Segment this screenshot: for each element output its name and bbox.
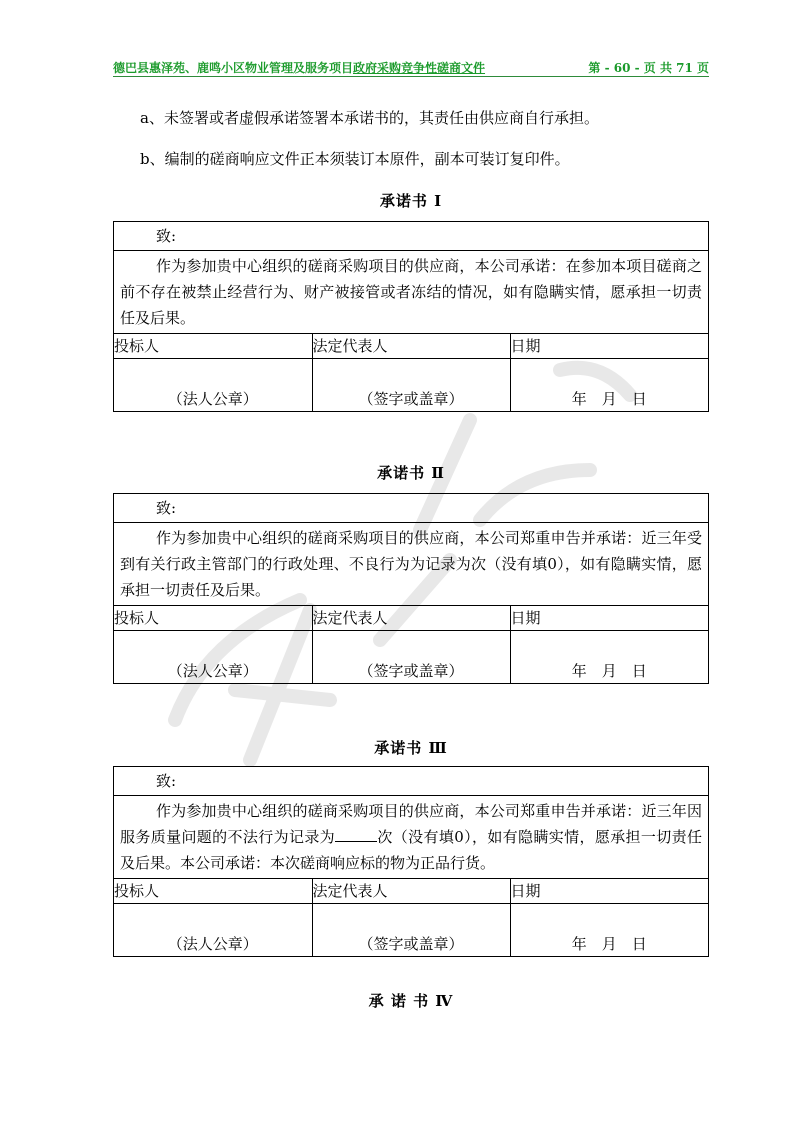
date-label: 年 月 日 xyxy=(571,390,647,408)
commitment-1-sign-table xyxy=(114,333,708,411)
commitment-1-box xyxy=(113,221,709,412)
commitment-2-title: 承诺书 Ⅱ xyxy=(377,464,445,482)
legal-rep-sign-cell[interactable] xyxy=(312,904,510,957)
sign-label: （签字或盖章） xyxy=(358,935,464,953)
header-title: 德巴县惠泽苑、鹿鸣小区物业管理及服务项目政府采购竞争性磋商文件 xyxy=(113,61,486,75)
date-cell[interactable] xyxy=(510,904,708,957)
date-cell[interactable] xyxy=(510,359,708,412)
commitment-3-to: 致: xyxy=(114,767,708,796)
commitment-3-box xyxy=(113,766,709,957)
bidder-header: 投标人 xyxy=(114,879,312,904)
commitment-1-body: 作为参加贵中心组织的磋商采购项目的供应商，本公司承诺：在参加本项目磋商之前不存在被禁止经营行为、财产被接管或者冻结的情况，如有隐瞒实情，愿承担一切责任及后果。 xyxy=(120,257,702,327)
seal-label: （法人公章） xyxy=(167,935,258,953)
commitment-2-sign-table xyxy=(114,605,708,683)
commitment-3-body: 作为参加贵中心组织的磋商采购项目的供应商，本公司郑重申告并承诺：近三年因服务质量问题的不法行为记录为 次（没有填0），如有隐瞒实情，愿承担一切责任及后果。本公司承诺：本次磋商响应标的物为正品行货。 xyxy=(120,802,702,872)
seal-label: （法人公章） xyxy=(167,662,258,680)
header-page-info: 第 - 60 - 页 共 71 页 xyxy=(588,61,709,75)
date-cell[interactable] xyxy=(510,631,708,684)
legal-rep-header: 法定代表人 xyxy=(312,879,510,904)
note-a: a、未签署或者虚假承诺签署本承诺书的，其责任由供应商自行承担。 xyxy=(140,109,599,127)
date-header: 日期 xyxy=(510,606,708,631)
bidder-header: 投标人 xyxy=(114,334,312,359)
legal-rep-sign-cell[interactable] xyxy=(312,359,510,412)
commitment-2-to: 致: xyxy=(114,494,708,523)
date-header: 日期 xyxy=(510,334,708,359)
commitment-3-sign-table xyxy=(114,878,708,956)
record-count-blank[interactable] xyxy=(335,825,377,842)
sign-label: （签字或盖章） xyxy=(358,390,464,408)
bidder-seal-cell[interactable] xyxy=(114,359,312,412)
bidder-seal-cell[interactable] xyxy=(114,904,312,957)
legal-rep-sign-cell[interactable] xyxy=(312,631,510,684)
note-b: b、编制的磋商响应文件正本须装订本原件，副本可装订复印件。 xyxy=(140,150,570,168)
page-header xyxy=(113,56,709,77)
commitment-2-box xyxy=(113,493,709,684)
date-label: 年 月 日 xyxy=(571,662,647,680)
commitment-4-title: 承 诺 书 Ⅳ xyxy=(368,992,454,1010)
commitment-2-body: 作为参加贵中心组织的磋商采购项目的供应商，本公司郑重申告并承诺：近三年受到有关行政主管部门的行政处理、不良行为为记录为次（没有填0），如有隐瞒实情，愿承担一切责任及后果。 xyxy=(120,529,702,599)
legal-rep-header: 法定代表人 xyxy=(312,334,510,359)
commitment-1-to: 致: xyxy=(114,222,708,251)
seal-label: （法人公章） xyxy=(167,390,258,408)
bidder-header: 投标人 xyxy=(114,606,312,631)
bidder-seal-cell[interactable] xyxy=(114,631,312,684)
date-label: 年 月 日 xyxy=(571,935,647,953)
legal-rep-header: 法定代表人 xyxy=(312,606,510,631)
commitment-3-title: 承诺书 Ⅲ xyxy=(374,739,448,757)
date-header: 日期 xyxy=(510,879,708,904)
sign-label: （签字或盖章） xyxy=(358,662,464,680)
commitment-1-title: 承诺书 Ⅰ xyxy=(379,192,443,210)
